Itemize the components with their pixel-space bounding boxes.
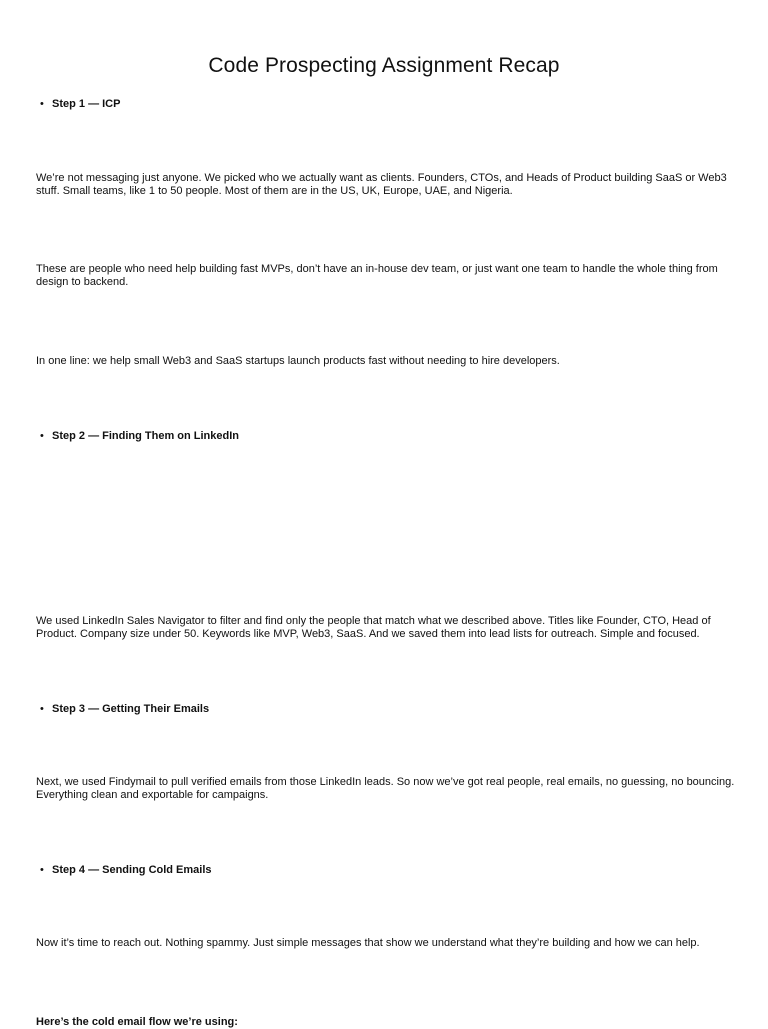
step-1-heading: Step 1 — ICP bbox=[52, 98, 121, 110]
step-3-heading: Step 3 — Getting Their Emails bbox=[52, 703, 210, 715]
step-3-paragraph-1: Next, we used Findymail to pull verified emails from those LinkedIn leads. So now we’ve got real people, real emails, no guessing, no bouncing. Everything clean and exportable for campaigns. bbox=[36, 776, 735, 801]
step-4-paragraph-2: Here’s the cold email flow we’re using: bbox=[36, 1016, 238, 1028]
step-4-heading-item bbox=[40, 863, 212, 877]
step-2-heading-item bbox=[40, 429, 239, 443]
step-1-paragraph-3: In one line: we help small Web3 and SaaS startups launch products fast without needing to hire developers. bbox=[36, 355, 560, 367]
step-3-heading-item bbox=[40, 702, 209, 716]
step-1-heading-item bbox=[40, 97, 120, 111]
step-1-paragraph-1: We’re not messaging just anyone. We picked who we actually want as clients. Founders, CTOs, and Heads of Product building SaaS or Web3 stuff. Small teams, like 1 to 50 people. Most of them are in the US, UK, Europe, UAE, and Nigeria. bbox=[36, 172, 727, 197]
step-1-paragraph-2: These are people who need help building fast MVPs, don’t have an in-house dev team, or just want one team to handle the whole thing from design to backend. bbox=[36, 263, 718, 288]
step-4-heading: Step 4 — Sending Cold Emails bbox=[52, 864, 212, 876]
step-4-paragraph-1: Now it’s time to reach out. Nothing spammy. Just simple messages that show we understand what they’re building and how we can help. bbox=[36, 937, 700, 949]
step-2-heading: Step 2 — Finding Them on LinkedIn bbox=[52, 430, 239, 442]
bullet-icon: • bbox=[40, 703, 44, 715]
step-2-paragraph-1: We used LinkedIn Sales Navigator to filter and find only the people that match what we described above. Titles like Founder, CTO, Head of Product. Company size under 50. Keywords like MVP, Web3, SaaS. And we saved them into lead lists for outreach. Simple and focused. bbox=[36, 615, 711, 640]
bullet-icon: • bbox=[40, 430, 44, 442]
page-title: Code Prospecting Assignment Recap bbox=[208, 54, 560, 77]
bullet-icon: • bbox=[40, 864, 44, 876]
bullet-icon: • bbox=[40, 98, 44, 110]
